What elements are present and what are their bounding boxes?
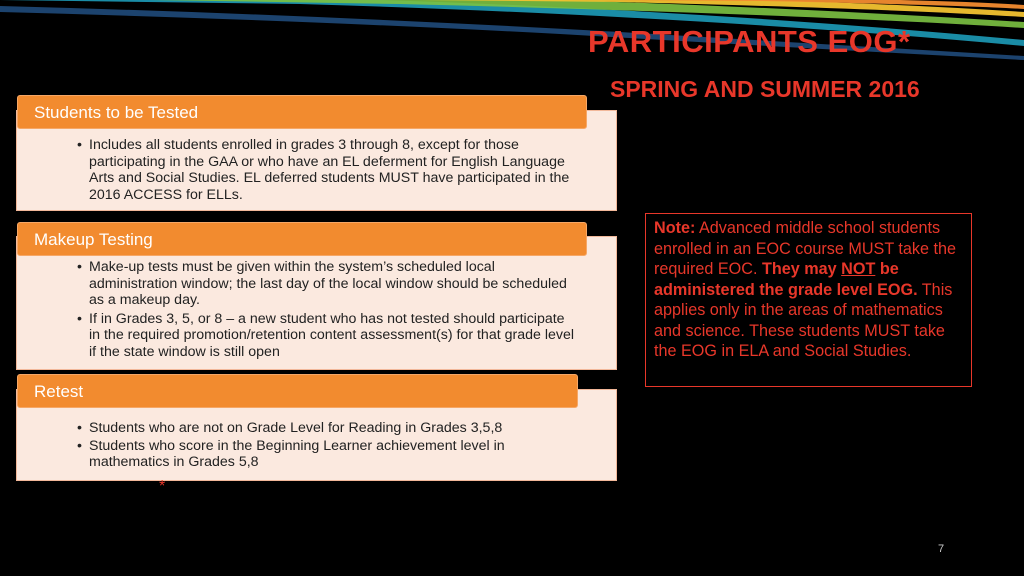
retest-label: Retest — [17, 374, 578, 408]
footnote-asterisk: * — [159, 478, 166, 495]
makeup-testing-label: Makeup Testing — [17, 222, 587, 256]
list-item: • If in Grades 3, 5, or 8 – a new student who has not tested should participate in the required promotion/retention content assessment(s) for that grade level if the state window is still open — [77, 310, 575, 360]
note-label: Note: — [654, 219, 696, 237]
note-box: Note: Advanced middle school students enrolled in an EOC course MUST take the required EOC. They may NOT be administered the grade level EOG. This applies only in the areas of mathematics and science. These students MUST take the EOG in ELA and Social Studies. — [645, 213, 972, 387]
makeup-testing-box — [16, 236, 617, 370]
slide-subtitle: SPRING AND SUMMER 2016 — [610, 76, 920, 102]
list-item: • Students who score in the Beginning Learner achievement level in mathematics in Grades 5,8 — [77, 437, 505, 470]
students-to-be-tested-label: Students to be Tested — [17, 95, 587, 129]
list-item: • Students who are not on Grade Level for Reading in Grades 3,5,8 — [77, 420, 503, 436]
list-item: • Make-up tests must be given within the system’s scheduled local administration window; the last day of the local window should be scheduled as a makeup day. — [77, 259, 567, 308]
page-number: 7 — [938, 543, 945, 555]
slide-title: PARTICIPANTS EOG* — [588, 24, 911, 59]
list-item: • Includes all students enrolled in grades 3 through 8, except for those participating in the GAA or who have an EL deferment for English Language Arts and Social Studies. EL deferred students MUST have participated in the 2016 ACCESS for ELLs. — [77, 137, 570, 203]
